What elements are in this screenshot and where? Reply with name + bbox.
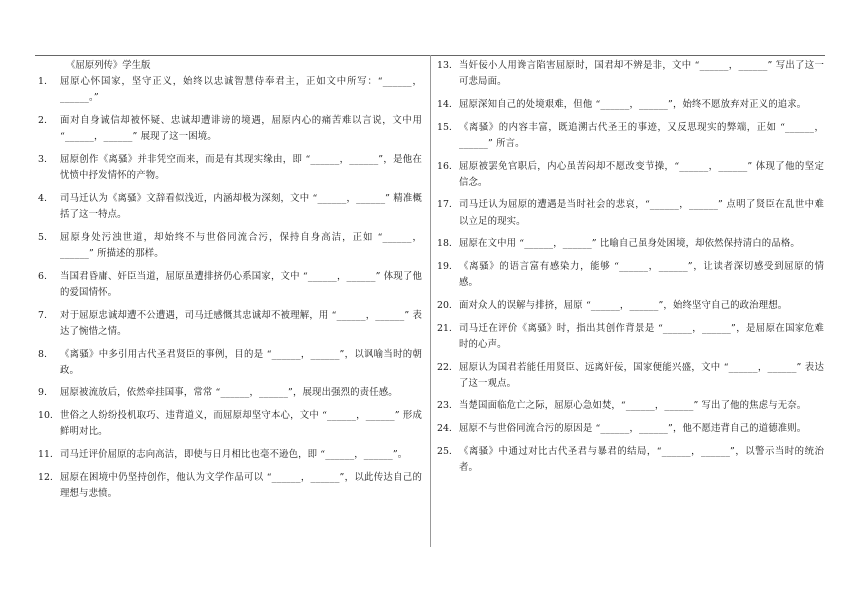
question-number: 24.	[437, 423, 452, 435]
question-item	[38, 308, 422, 340]
question-number: 22.	[437, 361, 452, 373]
question-text: 《离骚》中通过对比古代圣君与暴君的结局，“______，______”，以警示当时的统治者。	[459, 445, 824, 474]
question-text: 当奸佞小人用谗言陷害屈原时，国君却不辨是非，文中 “______，______” 写出了这一可悲局面。	[459, 60, 824, 88]
question-item	[38, 74, 422, 106]
question-item	[38, 347, 422, 379]
question-text: 屈原不与世俗同流合污的原因是 “______，______”，他不愿违背自己的道德准则。	[459, 423, 807, 435]
question-number: 18.	[437, 238, 452, 250]
question-item	[38, 113, 422, 145]
question-text: 司马迁在评价《离骚》时，指出其创作背景是 “______，______”，是屈原在国家危难时的心声。	[459, 322, 824, 350]
question-item	[38, 470, 422, 502]
question-number: 25.	[437, 445, 452, 457]
question-text: 屈原被流放后，依然牵挂国事，常常 “______，______”，展现出强烈的责任感。	[60, 387, 398, 399]
question-number: 5.	[38, 231, 47, 243]
question-text: 屈原创作《离骚》并非凭空而来，而是有其现实缘由，即 “______，______”，是他在忧愤中抒发情怀的产物。	[60, 154, 422, 182]
question-text: 世俗之人纷纷投机取巧、违背道义，而屈原却坚守本心，文中 “______，______” 形成鲜明对比。	[60, 410, 422, 438]
left-question-list	[38, 74, 422, 502]
question-text: 《离骚》的内容丰富，既追溯古代圣王的事迹，又反思现实的弊端，正如 “______，______” 所言。	[459, 121, 824, 149]
question-item	[437, 298, 824, 314]
question-item	[437, 58, 824, 90]
question-number: 16.	[437, 160, 452, 172]
question-text: 面对众人的误解与排挤，屈原 “______，______”，始终坚守自己的政治理想。	[459, 299, 788, 311]
question-item	[38, 269, 422, 301]
question-text: 司马迁认为《离骚》文辞看似浅近，内涵却极为深刻，文中 “______，______” 精准概括了这一特点。	[60, 192, 422, 221]
question-number: 19.	[437, 261, 452, 273]
question-item	[437, 259, 824, 291]
question-item	[437, 444, 824, 476]
right-question-list	[437, 58, 824, 476]
question-item	[437, 360, 824, 392]
question-item	[38, 191, 422, 223]
question-number: 14.	[437, 98, 452, 110]
question-item	[437, 236, 824, 252]
worksheet-title: 《屈原列传》学生版	[66, 60, 151, 71]
question-text: 对于屈原忠诚却遭不公遭遇，司马迁感慨其忠诚却不被理解，用 “______，______” 表达了惋惜之情。	[60, 309, 422, 337]
question-number: 4.	[38, 192, 47, 204]
question-text: 司马迁评价屈原的志向高洁，即使与日月相比也毫不逊色，即 “______，______”。	[60, 449, 408, 461]
question-text: 司马迁认为屈原的遭遇是当时社会的悲哀，“______，______” 点明了贤臣在乱世中难以立足的现实。	[459, 199, 824, 227]
question-item	[437, 97, 824, 113]
question-text: 《离骚》的语言富有感染力，能够 “______，______”，让读者深切感受到屈原的情感。	[459, 261, 824, 289]
question-text: 当国君昏庸、奸臣当道，屈原虽遭排挤仍心系国家，文中 “______，______” 体现了他的爱国情怀。	[60, 270, 422, 298]
question-item	[437, 321, 824, 353]
question-number: 23.	[437, 400, 452, 412]
question-number: 11.	[38, 449, 53, 461]
question-text: 屈原被罢免官职后，内心虽苦闷却不愿改变节操，“______，______” 体现了他的坚定信念。	[459, 160, 824, 188]
question-text: 《离骚》中多引用古代圣君贤臣的事例，目的是 “______，______”，以讽喻当时的朝政。	[60, 348, 422, 376]
question-text: 当楚国面临危亡之际，屈原心急如焚，“______，______” 写出了他的焦虑与无奈。	[459, 400, 807, 412]
question-item	[437, 120, 824, 152]
question-item	[38, 385, 422, 401]
question-number: 15.	[437, 121, 452, 133]
question-item	[437, 421, 824, 437]
question-text: 屈原认为国君若能任用贤臣、远离奸佞，国家便能兴盛，文中 “______，______” 表达了这一观点。	[459, 361, 824, 389]
question-text: 面对自身诚信却被怀疑、忠诚却遭诽谤的境遇，屈原内心的痛苦难以言说，文中用 “______，______” 展现了这一困境。	[60, 115, 422, 143]
left-column	[38, 58, 422, 509]
question-item	[38, 447, 422, 463]
question-text: 屈原身处污浊世道，却始终不与世俗同流合污，保持自身高洁，正如 “______，______” 所描述的那样。	[60, 231, 422, 260]
question-number: 6.	[38, 270, 47, 282]
question-number: 3.	[38, 154, 47, 165]
question-number: 9.	[38, 387, 47, 399]
column-divider	[430, 55, 431, 547]
question-item	[437, 398, 824, 414]
question-number: 10.	[38, 410, 53, 422]
question-item	[38, 230, 422, 262]
question-number: 8.	[38, 348, 47, 360]
question-text: 屈原在文中用 “______，______” 比喻自己虽身处困境，却依然保持清白的品格。	[459, 238, 800, 250]
question-text: 屈原心怀国家，坚守正义，始终以忠诚智慧侍奉君主，正如文中所写：“______，______。”	[60, 76, 422, 104]
right-column	[437, 58, 824, 483]
question-number: 12.	[38, 471, 53, 483]
question-number: 20.	[437, 299, 452, 311]
question-number: 1.	[38, 76, 47, 88]
question-number: 13.	[437, 60, 452, 71]
question-item	[437, 159, 824, 191]
question-number: 7.	[38, 309, 47, 321]
question-text: 屈原在困境中仍坚持创作，他认为文学作品可以 “______，______”，以此传达自己的理想与悲愤。	[60, 471, 422, 499]
question-number: 2.	[38, 115, 47, 127]
question-text: 屈原深知自己的处境艰难，但他 “______，______”，始终不愿放弃对正义的追求。	[459, 98, 807, 110]
question-item	[38, 408, 422, 440]
question-number: 17.	[437, 199, 452, 211]
question-item	[437, 197, 824, 229]
question-item	[38, 152, 422, 184]
question-number: 21.	[437, 322, 452, 334]
